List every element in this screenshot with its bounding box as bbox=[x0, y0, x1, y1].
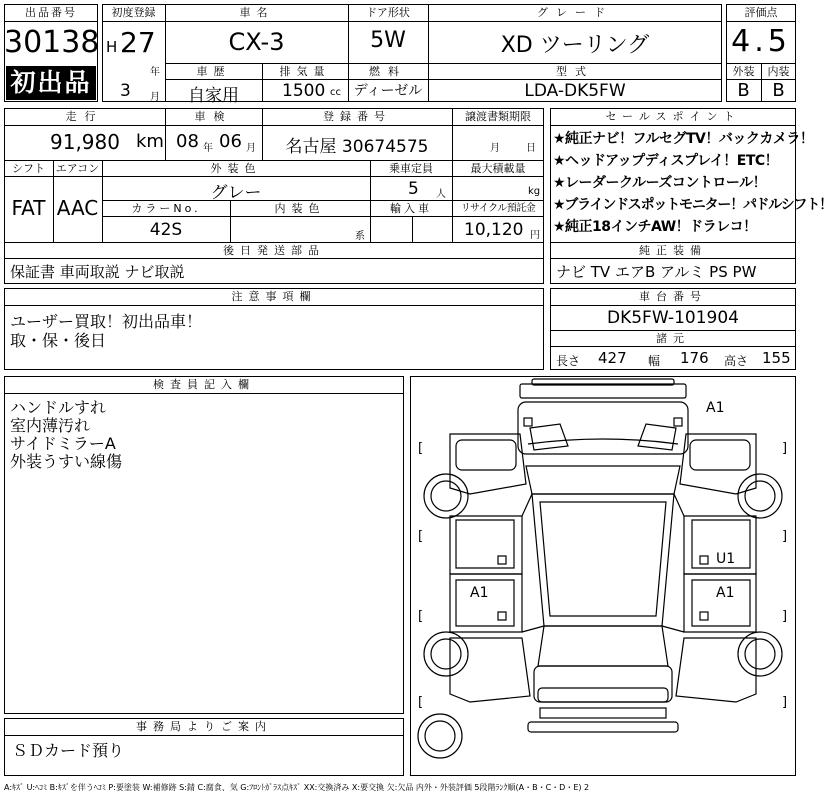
sales-point: ★ヘッドアップディスプレイ！ETC！ bbox=[553, 153, 779, 169]
model-label: 型式 bbox=[556, 65, 594, 78]
svg-text:[: [ bbox=[418, 529, 424, 544]
equipment-label: 純正装備 bbox=[639, 244, 707, 257]
sales-points-label: セールスポイント bbox=[605, 110, 741, 123]
shift: FAT bbox=[11, 196, 46, 220]
inspection-year-unit: 年 bbox=[203, 143, 213, 154]
car-name: CX-3 bbox=[228, 28, 285, 56]
mileage-unit: km bbox=[136, 131, 164, 152]
right-rear-quarter bbox=[676, 638, 756, 702]
damage-mark-right-front-door: U1 bbox=[716, 551, 736, 567]
cabin-outline bbox=[532, 494, 674, 626]
bonnet-outline bbox=[518, 402, 688, 454]
svg-text:]: ] bbox=[782, 695, 788, 710]
notes-label: 注意事項欄 bbox=[231, 290, 317, 303]
rear-bumper bbox=[538, 688, 668, 702]
capacity: 5 bbox=[408, 179, 419, 199]
plate-number: 名古屋 30674575 bbox=[285, 137, 429, 157]
length-label: 長さ bbox=[556, 354, 581, 368]
office-text: ＳＤカード預り bbox=[12, 741, 125, 760]
inspection-month-unit: 月 bbox=[246, 143, 256, 154]
door-type-label: ドア形状 bbox=[366, 6, 410, 19]
notes-line-1: ユーザー買取！初出品車！ bbox=[10, 312, 203, 331]
left-rear-door bbox=[450, 574, 522, 632]
damage-mark-right-rear-door: A1 bbox=[716, 585, 735, 601]
left-rear-quarter bbox=[450, 638, 530, 702]
history: 自家用 bbox=[188, 86, 239, 106]
mileage-label: 走行 bbox=[65, 110, 104, 123]
max-load-label: 最大積載量 bbox=[470, 162, 526, 175]
inspector-line-3: サイドミラーA bbox=[10, 434, 116, 453]
transfer-month-unit: 月 bbox=[490, 143, 500, 154]
sales-point: ★レーダークルーズコントロール！ bbox=[553, 175, 767, 191]
plate-label: 登録番号 bbox=[323, 110, 391, 123]
displacement-label: 排気量 bbox=[279, 65, 331, 78]
max-load-unit: kg bbox=[528, 186, 541, 197]
height-label: 高さ bbox=[724, 354, 749, 368]
overall-score: 4.5 bbox=[731, 24, 791, 59]
sales-point: ★純正18インチAW！ドラレコ！ bbox=[553, 219, 757, 235]
door-type: 5W bbox=[370, 28, 406, 53]
height: 155 bbox=[762, 349, 791, 367]
roof-outline bbox=[520, 384, 686, 398]
color-no: 42S bbox=[149, 220, 183, 240]
chassis-number: DK5FW-101904 bbox=[607, 308, 739, 328]
inspection-label: 車検 bbox=[194, 110, 233, 123]
exterior-grade-label: 外装 bbox=[732, 65, 755, 78]
inspector-line-4: 外装うすい線傷 bbox=[10, 452, 123, 471]
right-headlight bbox=[638, 424, 676, 450]
recycle-deposit: 10,120 bbox=[464, 220, 524, 240]
svg-text:[: [ bbox=[418, 695, 424, 710]
grade: XD ツーリング bbox=[500, 33, 650, 58]
interior-grade-label: 内装 bbox=[767, 65, 790, 78]
dims-label: 諸元 bbox=[656, 332, 690, 345]
shift-label: シフト bbox=[12, 162, 45, 175]
ext-color: グレー bbox=[210, 183, 262, 203]
recycle-unit: 円 bbox=[530, 230, 540, 241]
damage-legend: A:ｷｽﾞ U:ﾍｺﾐ B:ｷｽﾞを伴うﾍｺﾐ P:要塗装 W:補修跡 S:錆 C:腐食、気 G:ﾌﾛﾝﾄｶﾞﾗｽ点ｷｽﾞ XX:交換済み X:要交換 欠:欠品 内外・外装評価 5段階ﾗﾝｸ順(A・B・C・D・E) 2 bbox=[4, 783, 590, 792]
reg-era: H bbox=[106, 38, 118, 56]
transfer-deadline-label: 譲渡書類期限 bbox=[465, 110, 531, 123]
ac-label: エアコン bbox=[55, 162, 100, 175]
inspection-year: 08 bbox=[176, 131, 199, 152]
mileage: 91,980 bbox=[50, 130, 120, 154]
fuel: ディーゼル bbox=[353, 83, 423, 99]
first-listing-badge: 初出品 bbox=[6, 66, 96, 100]
model: LDA-DK5FW bbox=[524, 81, 626, 101]
left-front-door bbox=[450, 516, 522, 574]
car-diagram bbox=[410, 376, 796, 776]
later-parts-label: 後日発送部品 bbox=[223, 244, 325, 257]
displacement: 1500 bbox=[282, 81, 326, 101]
left-headlight bbox=[530, 424, 568, 450]
damage-mark-left-rear-door: A1 bbox=[470, 585, 489, 601]
ext-color-label: 外装色 bbox=[210, 162, 262, 175]
car-name-label: 車名 bbox=[239, 6, 274, 19]
score-label: 評価点 bbox=[744, 6, 778, 19]
interior-grade: B bbox=[772, 80, 785, 101]
reg-month: 3 bbox=[120, 81, 131, 101]
rear-window bbox=[538, 626, 668, 666]
lot-number-label: 出品番号 bbox=[25, 6, 77, 19]
lot-number: 30138 bbox=[4, 25, 100, 60]
displacement-unit: cc bbox=[330, 87, 341, 98]
svg-text:]: ] bbox=[782, 441, 788, 456]
trunk-outline bbox=[534, 666, 672, 702]
width-label: 幅 bbox=[648, 354, 661, 368]
first-registration-label: 初度登録 bbox=[111, 6, 156, 19]
capacity-label: 乗車定員 bbox=[389, 162, 433, 175]
sales-point: ★純正ナビ！フルセグTV！バックカメラ！ bbox=[553, 131, 814, 147]
import-label: 輸入車 bbox=[390, 202, 432, 215]
chassis-label: 車台番号 bbox=[639, 290, 707, 303]
later-parts: 保証書 車両取説 ナビ取説 bbox=[10, 263, 185, 281]
recycle-label: リサイクル預託金 bbox=[460, 203, 536, 214]
inspector-line-2: 室内薄汚れ bbox=[10, 416, 91, 435]
length: 427 bbox=[598, 349, 627, 367]
int-color-unit: 系 bbox=[355, 231, 365, 242]
exterior-grade: B bbox=[737, 80, 750, 101]
reg-month-unit: 月 bbox=[150, 92, 160, 103]
windshield bbox=[526, 466, 680, 494]
right-rear-door bbox=[684, 574, 756, 632]
svg-text:]: ] bbox=[782, 609, 788, 624]
grade-label: グレード bbox=[537, 6, 613, 19]
width: 176 bbox=[680, 349, 709, 367]
fuel-label: 燃料 bbox=[369, 65, 407, 78]
sales-point: ★ブラインドスポットモニター！パドルシフト！ bbox=[553, 197, 832, 213]
inspector-label: 検査員記入欄 bbox=[153, 378, 255, 391]
inspection-month: 06 bbox=[219, 131, 242, 152]
equipment-list: ナビ TV エアB アルミ PS PW bbox=[556, 263, 757, 281]
history-label: 車歴 bbox=[196, 65, 231, 78]
svg-text:[: [ bbox=[418, 609, 424, 624]
damage-mark-roof-front: A1 bbox=[706, 400, 725, 416]
office-label: 事務局よりご案内 bbox=[136, 720, 272, 733]
svg-text:]: ] bbox=[782, 529, 788, 544]
capacity-unit: 人 bbox=[436, 189, 446, 200]
reg-year-unit: 年 bbox=[150, 67, 160, 78]
svg-text:[: [ bbox=[418, 441, 424, 456]
ac: AAC bbox=[56, 196, 99, 220]
inspector-line-1: ハンドルすれ bbox=[10, 398, 107, 417]
sales-points-list bbox=[553, 128, 832, 238]
int-color-label: 内装色 bbox=[274, 202, 326, 215]
color-no-label: カラーNo. bbox=[131, 202, 201, 215]
notes-line-2: 取・保・後日 bbox=[10, 331, 107, 350]
reg-year: 27 bbox=[120, 26, 156, 59]
transfer-day-unit: 日 bbox=[526, 143, 536, 154]
